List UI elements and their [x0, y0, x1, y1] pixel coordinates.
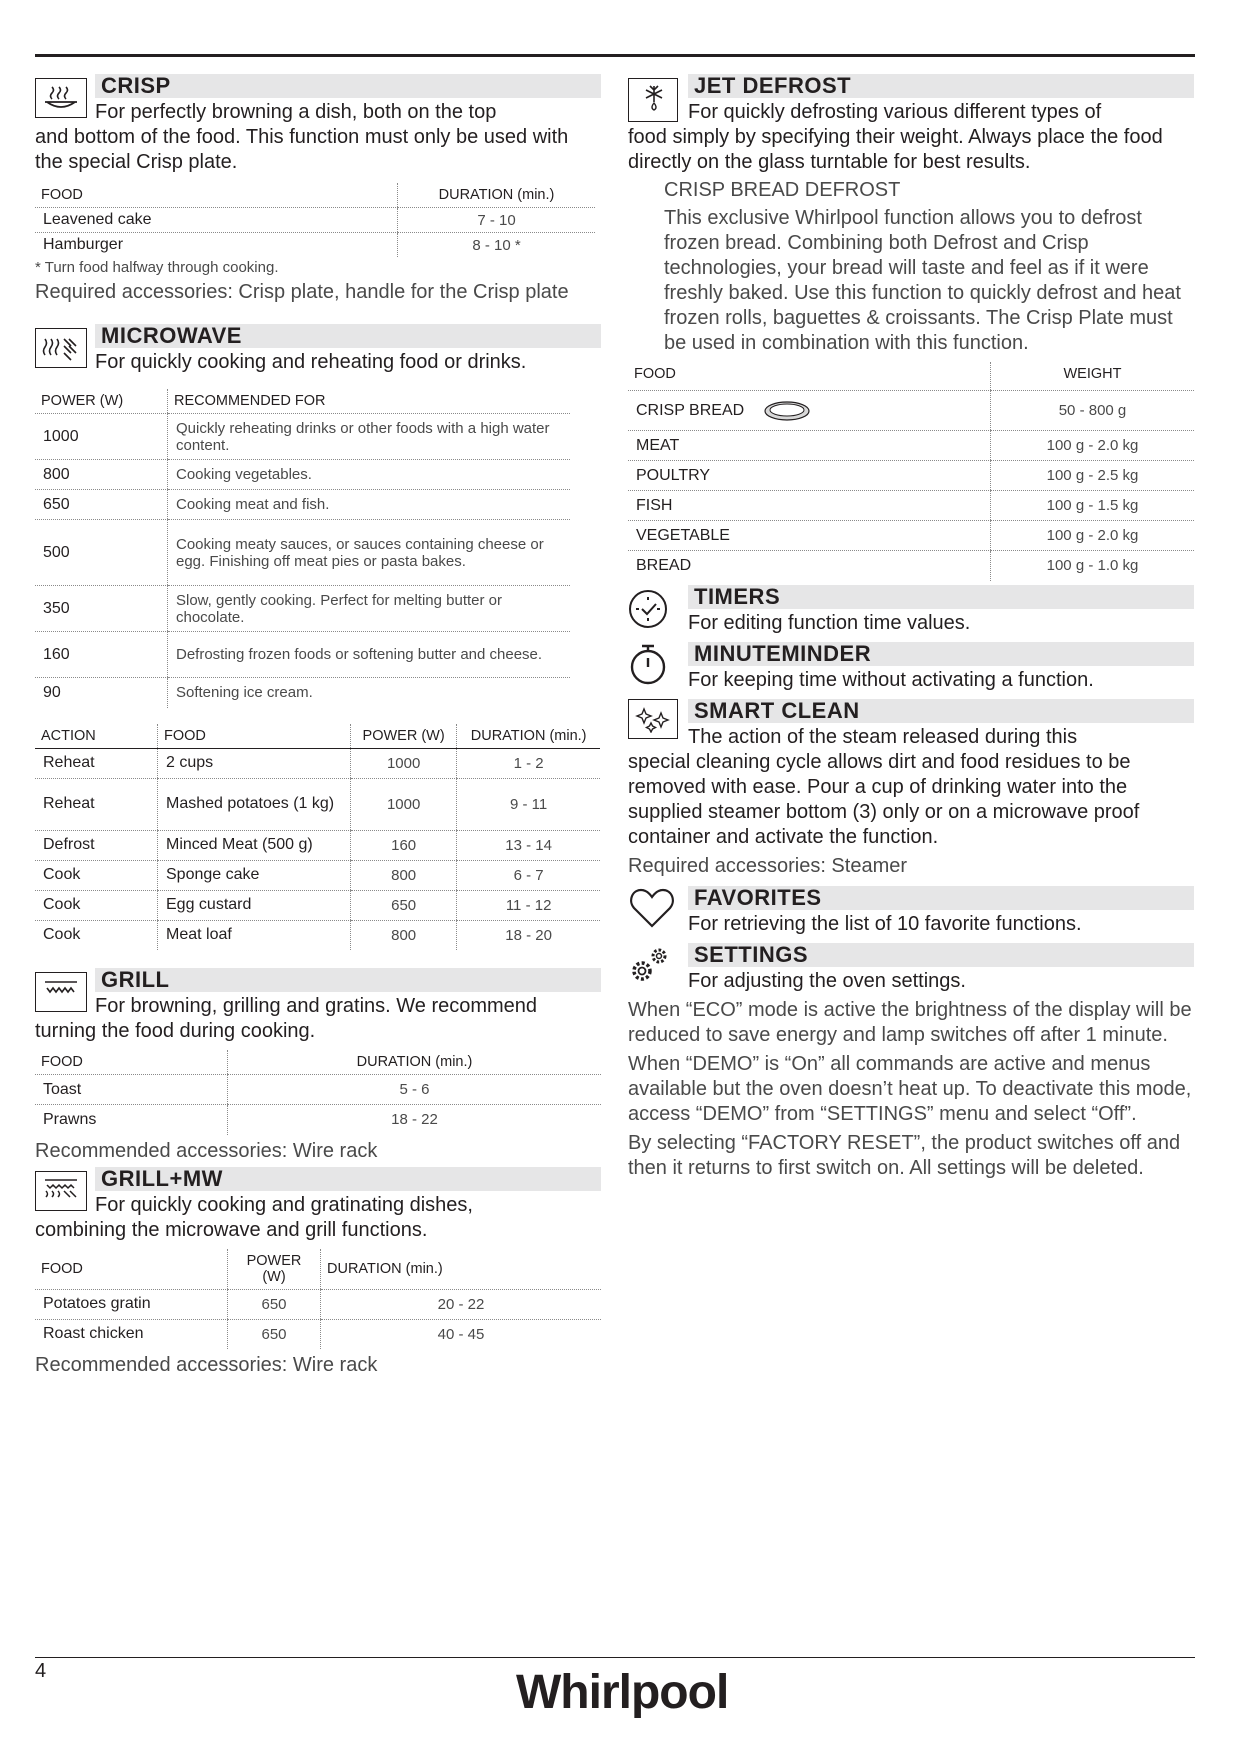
section-favorites: [628, 886, 1194, 937]
table-cell: 1000: [351, 778, 457, 830]
settings-description: For adjusting the oven settings.: [688, 969, 966, 992]
table-row: [35, 890, 600, 920]
minuteminder-title: MINUTEMINDER: [688, 642, 1194, 666]
table-row: [628, 521, 1194, 551]
table-header: POWER (W): [228, 1249, 321, 1290]
table-cell: 650: [351, 890, 457, 920]
table-cell: CRISP BREAD: [628, 391, 991, 431]
table-cell: 20 - 22: [321, 1289, 602, 1319]
grill-accessories: Recommended accessories: Wire rack: [35, 1139, 378, 1162]
table-row: [35, 920, 600, 950]
microwave-title: MICROWAVE: [95, 324, 601, 348]
table-header: RECOMMENDED FOR: [168, 389, 571, 414]
right-column: [628, 74, 1194, 1181]
minuteminder-description: For keeping time without activating a function.: [688, 668, 1094, 691]
grill-mw-table: [35, 1249, 601, 1350]
table-cell: Cooking meat and fish.: [168, 490, 571, 520]
table-cell: 8 - 10 *: [398, 233, 596, 258]
table-row: [628, 431, 1194, 461]
section-crisp: [35, 74, 601, 324]
grill-mw-description: For quickly cooking and gratinating dishes, combining the microwave and grill functions.: [35, 1193, 473, 1241]
table-row: [35, 860, 600, 890]
table-row: [35, 414, 570, 460]
table-header: FOOD: [35, 183, 398, 208]
table-cell: VEGETABLE: [628, 521, 991, 551]
crisp-note: * Turn food halfway through cooking.: [35, 259, 279, 276]
table-row: [35, 830, 600, 860]
table-row: [35, 208, 595, 233]
section-smart-clean: [628, 699, 1194, 878]
table-cell: 160: [35, 632, 168, 678]
crisp-icon: [35, 78, 87, 118]
table-cell: Hamburger: [43, 236, 124, 253]
table-row: [35, 632, 570, 678]
table-row: [35, 460, 570, 490]
settings-title: SETTINGS: [688, 943, 1194, 967]
table-cell: 1 - 2: [457, 748, 600, 778]
table-cell: Defrost: [35, 830, 158, 860]
table-cell: Leavened cake: [35, 208, 398, 233]
table-cell: Cooking meaty sauces, or sauces containing cheese or egg. Finishing off meat pies or pasta bakes.: [168, 520, 571, 586]
table-cell: 50 - 800 g: [991, 391, 1195, 431]
table-cell: 800: [351, 920, 457, 950]
table-cell: Softening ice cream.: [168, 678, 571, 708]
table-cell: Cooking vegetables.: [168, 460, 571, 490]
section-jet-defrost: [628, 74, 1194, 581]
table-cell: Sponge cake: [158, 860, 351, 890]
table-cell: 2 cups: [158, 748, 351, 778]
timers-description: For editing function time values.: [688, 611, 971, 634]
table-cell: Quickly reheating drinks or other foods with a high water content.: [168, 414, 571, 460]
gear-icon: [628, 943, 676, 987]
table-cell: 1000: [35, 414, 168, 460]
jet-defrost-description: For quickly defrosting various different types of food simply by specifying their weight. Always place the food directly on the glass turntable for best results.: [628, 101, 1163, 173]
table-cell: POULTRY: [628, 461, 991, 491]
table-cell: 5 - 6: [228, 1075, 602, 1105]
table-cell: Roast chicken: [43, 1325, 144, 1343]
table-cell: 650: [228, 1319, 321, 1349]
section-grill: [35, 968, 601, 1163]
table-row: [35, 1289, 601, 1319]
table-cell: 100 g - 1.0 kg: [991, 551, 1195, 581]
table-cell: MEAT: [628, 431, 991, 461]
table-header: ACTION: [35, 724, 158, 749]
table-header: DURATION (min.): [457, 724, 600, 749]
grill-icon: [35, 972, 87, 1012]
table-cell: 90: [43, 683, 61, 701]
table-cell: 160: [351, 830, 457, 860]
table-row: [35, 748, 600, 778]
table-cell: 100 g - 2.0 kg: [991, 431, 1195, 461]
table-cell: Minced Meat (500 g): [158, 830, 351, 860]
smart-clean-description: The action of the steam released during this special cleaning cycle allows dirt and food residues to be removed with ease. Pour a cup of drinking water into the supplied steamer bottom (3) only or on a microwave proof container and activate the function.: [628, 725, 1140, 848]
table-header: FOOD: [35, 1249, 228, 1290]
microwave-description: For quickly cooking and reheating food or drinks.: [95, 351, 527, 373]
table-cell: Slow, gently cooking. Perfect for melting butter or chocolate.: [168, 586, 571, 632]
table-cell: Mashed potatoes (1 kg): [158, 778, 351, 830]
table-cell: Prawns: [43, 1110, 97, 1128]
table-cell: 7 - 10: [398, 208, 596, 233]
microwave-power-table: [35, 389, 570, 708]
grill-mw-icon: [35, 1171, 87, 1211]
crisp-bread-defrost-description: This exclusive Whirlpool function allows you to defrost frozen bread. Combining both Defrost and Crisp technologies, your bread will taste and feel as if it were freshly baked. Use this function to quickly defrost and heat frozen rolls, baguettes & croissants. The Crisp Plate must be used in combination with this function.: [664, 207, 1181, 354]
table-header: WEIGHT: [991, 362, 1195, 391]
favorites-description: For retrieving the list of 10 favorite functions.: [688, 912, 1082, 935]
grill-title: GRILL: [95, 968, 601, 992]
jet-defrost-table: [628, 362, 1194, 581]
table-cell: 100 g - 2.5 kg: [991, 461, 1195, 491]
left-column: [35, 74, 601, 1377]
smart-clean-icon: [628, 699, 678, 739]
settings-reset-paragraph: By selecting “FACTORY RESET”, the product switches off and then it returns to first switch on. All settings will be deleted.: [628, 1131, 1181, 1179]
table-cell: Toast: [35, 1075, 228, 1105]
table-cell: 500: [35, 520, 168, 586]
timers-title: TIMERS: [688, 585, 1194, 609]
crisp-accessories: Required accessories: Crisp plate, handle for the Crisp plate: [35, 281, 569, 303]
table-cell: 18 - 22: [228, 1105, 602, 1135]
table-header: FOOD: [158, 724, 351, 749]
table-cell: Cook: [35, 860, 158, 890]
grill-mw-accessories: Recommended accessories: Wire rack: [35, 1354, 378, 1376]
page-number: 4: [35, 1660, 47, 1682]
table-row: [35, 520, 570, 586]
section-microwave: [35, 324, 601, 950]
table-header: POWER (W): [35, 389, 168, 414]
microwave-icon: [35, 328, 87, 368]
table-cell: 650: [35, 490, 168, 520]
table-cell: 11 - 12: [457, 890, 600, 920]
table-cell: Potatoes gratin: [35, 1289, 228, 1319]
grill-table: [35, 1050, 601, 1135]
settings-demo-paragraph: When “DEMO” is “On” all commands are active and menus available but the oven doesn’t heat up. To deactivate this mode, access “DEMO” from “SETTINGS” menu and select “Off”.: [628, 1052, 1192, 1125]
crisp-description: For perfectly browning a dish, both on the top and bottom of the food. This function must only be used with the special Crisp plate.: [35, 101, 569, 173]
table-cell: Defrosting frozen foods or softening butter and cheese.: [168, 632, 571, 678]
table-header: POWER (W): [351, 724, 457, 749]
jet-defrost-icon: [628, 78, 678, 122]
table-header: DURATION (min.): [398, 183, 596, 208]
whirlpool-logo: Whirlpool: [516, 1666, 729, 1719]
table-row: [35, 1319, 601, 1349]
table-row: [35, 1105, 601, 1135]
crisp-title: CRISP: [95, 74, 601, 98]
heart-icon: [628, 886, 676, 930]
table-cell: Egg custard: [158, 890, 351, 920]
table-cell: Reheat: [35, 748, 158, 778]
table-cell: 40 - 45: [321, 1319, 602, 1349]
table-header: FOOD: [35, 1050, 228, 1075]
jet-defrost-title: JET DEFROST: [688, 74, 1194, 98]
table-row: [35, 233, 595, 258]
table-row: [35, 778, 600, 830]
table-cell: Cook: [43, 926, 81, 944]
table-header: FOOD: [628, 362, 991, 391]
table-row: [35, 586, 570, 632]
table-row: [628, 491, 1194, 521]
table-row: [628, 391, 1194, 431]
crisp-plate-icon: [763, 400, 811, 422]
section-timers: [628, 585, 1194, 636]
table-row: [628, 461, 1194, 491]
favorites-title: FAVORITES: [688, 886, 1194, 910]
table-cell: Meat loaf: [158, 920, 351, 950]
table-cell: 350: [35, 586, 168, 632]
section-minuteminder: [628, 642, 1194, 693]
timer-icon: [628, 585, 676, 629]
table-cell: FISH: [628, 491, 991, 521]
table-cell: 6 - 7: [457, 860, 600, 890]
table-header: DURATION (min.): [228, 1050, 602, 1075]
settings-eco-paragraph: When “ECO” mode is active the brightness of the display will be reduced to save energy and lamp switches off after 1 minute.: [628, 998, 1192, 1046]
table-row: [628, 551, 1194, 581]
table-cell: 9 - 11: [457, 778, 600, 830]
table-row: [35, 1075, 601, 1105]
grill-mw-title: GRILL+MW: [95, 1167, 601, 1191]
table-cell: 800: [351, 860, 457, 890]
bottom-rule: [35, 1657, 1195, 1658]
crisp-table: [35, 183, 595, 257]
table-header: DURATION (min.): [321, 1249, 602, 1290]
table-cell: BREAD: [636, 556, 692, 574]
table-row: [35, 490, 570, 520]
table-cell: Reheat: [35, 778, 158, 830]
smart-clean-title: SMART CLEAN: [688, 699, 1194, 723]
microwave-action-table: [35, 724, 600, 951]
table-row: [35, 678, 570, 708]
table-cell: 100 g - 1.5 kg: [991, 491, 1195, 521]
table-cell: 1000: [351, 748, 457, 778]
table-cell: 18 - 20: [457, 920, 600, 950]
table-cell: 650: [228, 1289, 321, 1319]
top-rule: [35, 54, 1195, 57]
section-grill-mw: [35, 1167, 601, 1378]
stopwatch-icon: [628, 642, 676, 686]
table-cell: 13 - 14: [457, 830, 600, 860]
table-cell: 800: [35, 460, 168, 490]
table-cell: 100 g - 2.0 kg: [991, 521, 1195, 551]
grill-description: For browning, grilling and gratins. We recommend turning the food during cooking.: [35, 995, 538, 1042]
smart-clean-accessories: Required accessories: Steamer: [628, 854, 908, 877]
table-cell: Cook: [35, 890, 158, 920]
crisp-bread-defrost-heading: CRISP BREAD DEFROST: [664, 179, 901, 201]
section-settings: [628, 943, 1194, 1181]
